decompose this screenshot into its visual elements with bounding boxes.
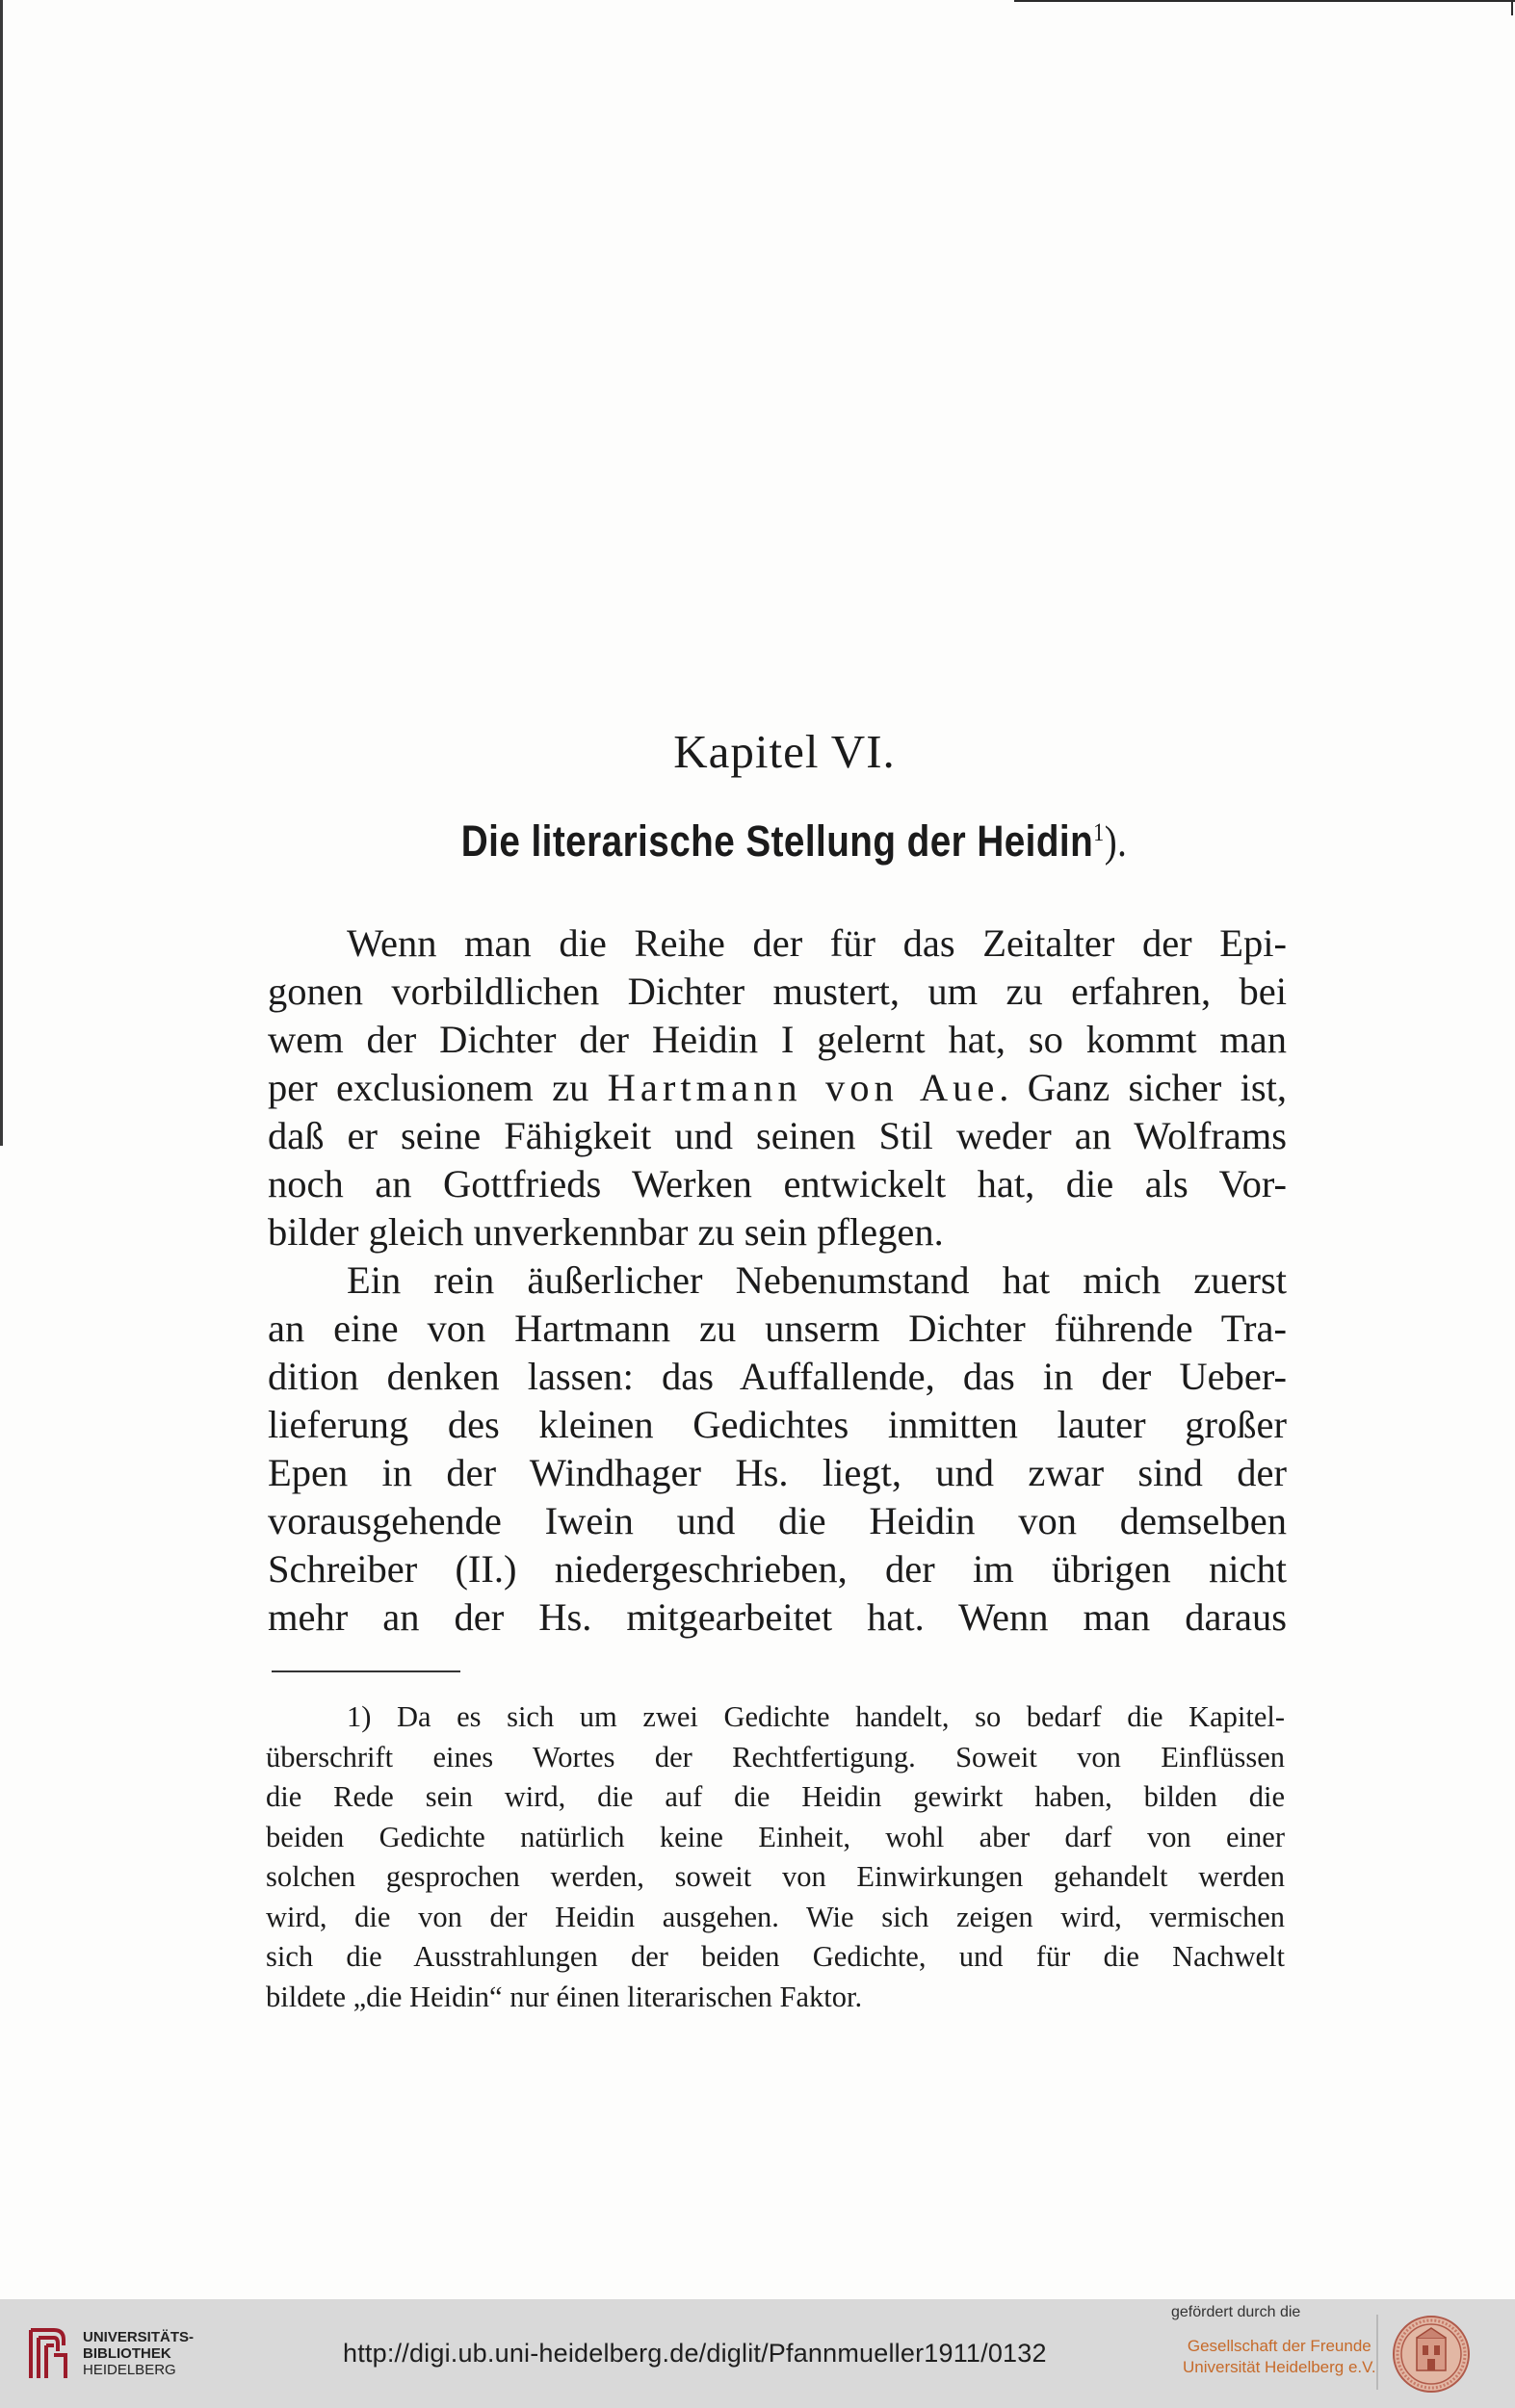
footnote-line: wird, die von der Heidin ausgehen. Wie sich zeigen wird, vermischen — [266, 1900, 1285, 1933]
permalink-url[interactable]: http://digi.ub.uni-heidelberg.de/diglit/Pfannmueller1911/0132 — [343, 2339, 1047, 2368]
scan-edge-top — [1014, 0, 1515, 6]
university-seal-icon — [1392, 2315, 1471, 2394]
body-line: lieferung des kleinen Gedichtes inmitten lauter großer — [268, 1403, 1287, 1446]
body-line: Ein rein äußerlicher Nebenumstand hat mich zuerst — [347, 1258, 1287, 1302]
sponsor-name[interactable] — [1183, 2336, 1376, 2378]
body-line: Wenn man die Reihe der für das Zeitalter der Epi- — [347, 921, 1287, 965]
body-line-end: . Ganz sicher ist, — [999, 1066, 1287, 1109]
footnote-line: sich die Ausstrahlungen der beiden Gedichte, und für die Nachwelt — [266, 1940, 1285, 1973]
library-name-line: UNIVERSITÄTS- — [83, 2329, 195, 2345]
footnote-line: überschrift eines Wortes der Rechtfertigung. Soweit von Einflüssen — [266, 1740, 1285, 1774]
scan-edge-left — [0, 0, 3, 1146]
sponsor-caption: gefördert durch die — [1171, 2304, 1301, 2320]
body-line: mehr an der Hs. mitgearbeitet hat. Wenn man daraus — [268, 1595, 1287, 1639]
footnote-line: die Rede sein wird, die auf die Heidin gewirkt haben, bilden die — [266, 1780, 1285, 1813]
footnote-line: 1) Da es sich um zwei Gedichte handelt, so bedarf die Kapitel- — [347, 1700, 1285, 1733]
footnote-line: beiden Gedichte natürlich keine Einheit, wohl aber darf von einer — [266, 1820, 1285, 1853]
body-line: dition denken lassen: das Auffallende, das in der Ueber- — [268, 1355, 1287, 1398]
chapter-title-text: Die literarische Stellung der Heidin — [460, 816, 1094, 866]
footnote-marker: 1 — [1093, 818, 1105, 846]
chapter-title — [143, 816, 1446, 867]
ub-heidelberg-logo-icon[interactable] — [25, 2326, 69, 2382]
body-line — [268, 1064, 1287, 1112]
footnote-separator — [272, 1670, 460, 1672]
footnotes — [266, 1697, 1285, 2017]
sponsor-name-line: Gesellschaft der Freunde — [1187, 2337, 1371, 2355]
sponsor-name-line: Universität Heidelberg e.V. — [1183, 2358, 1376, 2376]
footnote-line: solchen gesprochen werden, soweit von Einwirkungen gehandelt werden — [266, 1860, 1285, 1893]
library-name — [83, 2329, 194, 2378]
body-text — [268, 919, 1287, 1642]
scan-edge-right — [1511, 0, 1513, 15]
body-line: bilder gleich unverkennbar zu sein pflegen. — [268, 1210, 944, 1254]
body-line: gonen vorbildlichen Dichter mustert, um zu erfahren, bei — [268, 970, 1287, 1013]
body-line: Epen in der Windhager Hs. liegt, und zwar sind der — [268, 1451, 1287, 1494]
author-name-spaced: Hartmann von Aue — [607, 1066, 1000, 1109]
footnote-line: bildete „die Heidin“ nur éinen literarischen Faktor. — [266, 1980, 863, 2013]
body-line: Schreiber (II.) niedergeschrieben, der im übrigen nicht — [268, 1547, 1287, 1591]
body-line: vorausgehende Iwein und die Heidin von demselben — [268, 1499, 1287, 1542]
body-line: an eine von Hartmann zu unserm Dichter führende Tra- — [268, 1307, 1287, 1350]
body-line-start: per exclusionem zu — [268, 1066, 589, 1109]
chapter-title-close: ). — [1104, 817, 1128, 866]
chapter-label: Kapitel VI. — [673, 725, 896, 778]
body-line: noch an Gottfrieds Werken entwickelt hat, die als Vor- — [268, 1162, 1287, 1205]
library-name-line: HEIDELBERG — [83, 2362, 176, 2378]
body-line: daß er seine Fähigkeit und seinen Stil weder an Wolframs — [268, 1114, 1287, 1157]
library-name-line: BIBLIOTHEK — [83, 2345, 171, 2362]
sponsor-divider — [1376, 2315, 1378, 2390]
body-line: wem der Dichter der Heidin I gelernt hat, so kommt man — [268, 1018, 1287, 1061]
